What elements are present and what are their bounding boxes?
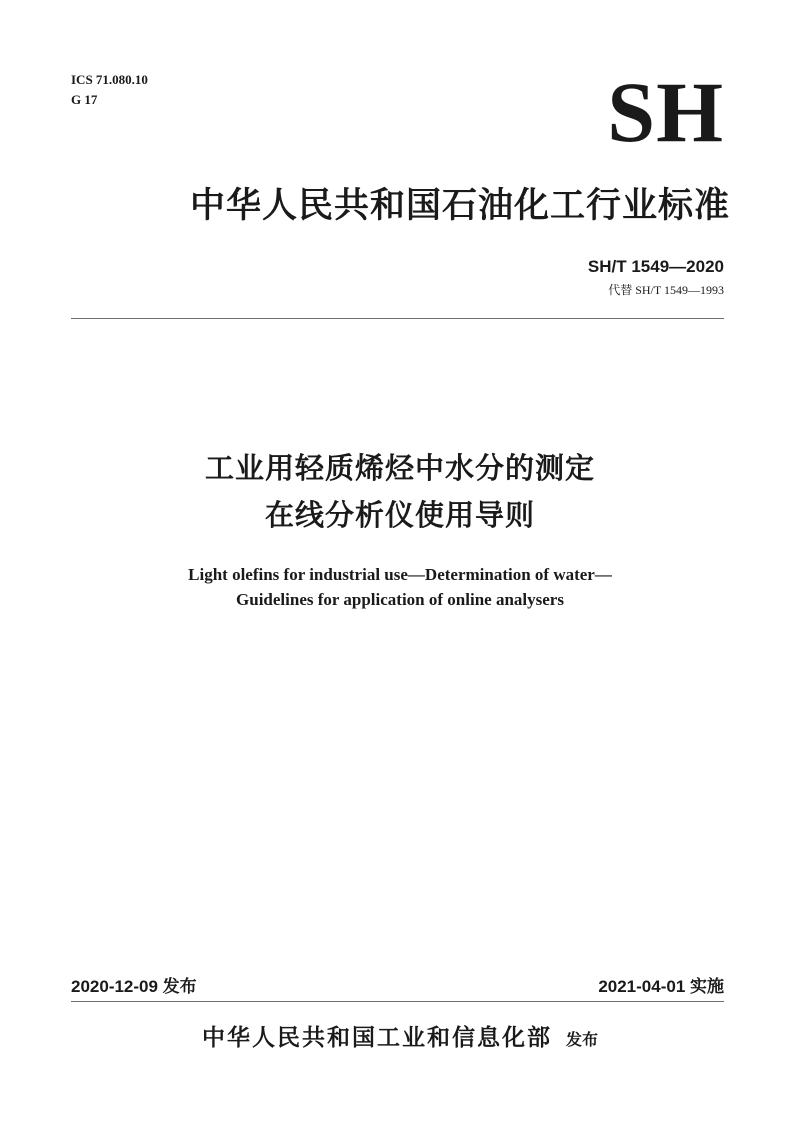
- standard-number: SH/T 1549—2020: [587, 257, 724, 276]
- publish-label: 发布: [565, 1030, 598, 1049]
- issuing-authority: 中华人民共和国工业和信息化部: [201, 1025, 552, 1051]
- standard-category-title: 中华人民共和国石油化工行业标准: [189, 186, 730, 226]
- replaced-standard: 代替 SH/T 1549—1993: [608, 283, 724, 297]
- document-title-cn-line2: 在线分析仪使用导则: [264, 498, 535, 532]
- document-title-cn-line1: 工业用轻质烯烃中水分的测定: [204, 451, 595, 485]
- bottom-divider: [71, 1001, 724, 1002]
- issuer-line: [0, 1020, 800, 1058]
- implementation-date: 2021-04-01 实施: [598, 977, 724, 996]
- issue-date: 2020-12-09 发布: [71, 977, 197, 996]
- sh-standard-mark: SH: [607, 64, 724, 160]
- ccs-code: G 17: [71, 92, 98, 107]
- top-divider: [71, 318, 724, 319]
- document-title-en-line2: Guidelines for application of online analysers: [236, 590, 564, 609]
- document-title-en-line1: Light olefins for industrial use—Determination of water—: [188, 565, 612, 584]
- ics-code: ICS 71.080.10: [71, 72, 148, 87]
